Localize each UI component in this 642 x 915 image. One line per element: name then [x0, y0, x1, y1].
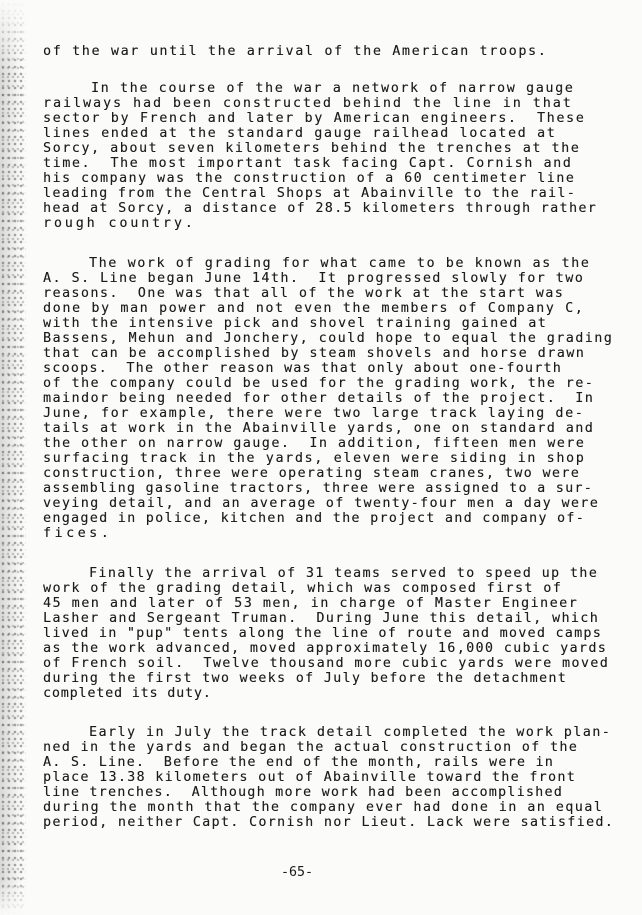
- text-line: 45 men and later of 53 men, in charge of Master Engineer: [43, 596, 579, 611]
- text-line: of the company could be used for the grading work, the re-: [43, 376, 595, 391]
- text-line: tails at work in the Abainville yards, one on standard and: [43, 421, 595, 436]
- text-line: sector by French and later by American engineers. These: [43, 111, 586, 126]
- text-line: lines ended at the standard gauge railhead located at: [43, 126, 557, 141]
- text-line: Early in July the track detail completed the work plan-: [89, 725, 612, 740]
- text-line: Bassens, Mehun and Jonchery, could hope to equal the grading: [43, 331, 614, 346]
- text-line: The work of grading for what came to be known as the: [89, 256, 591, 271]
- page-number: -65-: [281, 865, 314, 880]
- text-line: of French soil. Twelve thousand more cubic yards were moved: [43, 656, 610, 671]
- scan-edge-shadow: [0, 0, 26, 915]
- text-line: surfacing track in the yards, eleven were siding in shop: [43, 451, 586, 466]
- text-line: June, for example, there were two large track laying de-: [43, 406, 585, 421]
- text-line: that can be accomplished by steam shovels and horse drawn: [43, 346, 586, 361]
- text-line: his company was the construction of a 60 centimeter line: [43, 171, 576, 186]
- text-line: rough country.: [43, 216, 196, 231]
- text-line: Sorcy, about seven kilometers behind the trenches at the: [43, 141, 581, 156]
- text-line: maindor being needed for other details of the project. In: [43, 391, 595, 406]
- text-line: reasons. One was that all of the work at the start was: [43, 286, 565, 301]
- text-line: head at Sorcy, a distance of 28.5 kilometers through rather: [43, 201, 598, 216]
- text-line: A. S. Line began June 14th. It progressed slowly for two: [43, 271, 585, 286]
- text-line: veying detail, and an average of twenty-four men a day were: [43, 496, 600, 511]
- text-line: railways had been constructed behind the line in that: [43, 96, 573, 111]
- text-line: completed its duty.: [43, 686, 212, 701]
- text-line: during the month that the company ever had done in an equal: [43, 800, 604, 815]
- text-line: place 13.38 kilometers out of Abainville toward the front: [43, 770, 577, 785]
- text-line: In the course of the war a network of narrow gauge: [91, 81, 575, 96]
- text-line: scoops. The other reason was that only about one-fourth: [43, 361, 563, 376]
- text-line: with the intensive pick and shovel training gained at: [43, 316, 548, 331]
- text-line: ned in the yards and began the actual construction of the: [43, 740, 579, 755]
- text-line: period, neither Capt. Cornish nor Lieut. Lack were satisfied.: [43, 815, 615, 830]
- text-line: line trenches. Although more work had been accomplished: [43, 785, 564, 800]
- text-line: time. The most important task facing Capt. Cornish and: [43, 156, 573, 171]
- text-line: engaged in police, kitchen and the project and company of-: [43, 511, 586, 526]
- text-line: of the war until the arrival of the American troops.: [43, 44, 548, 59]
- text-line: fices.: [43, 526, 113, 541]
- text-line: during the first two weeks of July before the detachment: [43, 671, 568, 686]
- text-line: work of the grading detail, which was composed first of: [43, 581, 563, 596]
- text-line: Lasher and Sergeant Truman. During June this detail, which: [43, 611, 600, 626]
- text-line: the other on narrow gauge. In addition, fifteen men were: [43, 436, 586, 451]
- text-line: done by man power and not even the members of Company C,: [43, 301, 585, 316]
- text-line: leading from the Central Shops at Abainville to the rail-: [43, 186, 577, 201]
- text-line: A. S. Line. Before the end of the month, rails were in: [43, 755, 555, 770]
- text-line: lived in "pup" tents along the line of route and moved camps: [43, 626, 603, 641]
- text-line: as the work advanced, moved approximately 16,000 cubic yards: [43, 641, 608, 656]
- text-line: construction, three were operating steam cranes, two were: [43, 466, 581, 481]
- text-line: Finally the arrival of 31 teams served to speed up the: [89, 566, 599, 581]
- text-line: assembling gasoline tractors, three were assigned to a sur-: [43, 481, 594, 496]
